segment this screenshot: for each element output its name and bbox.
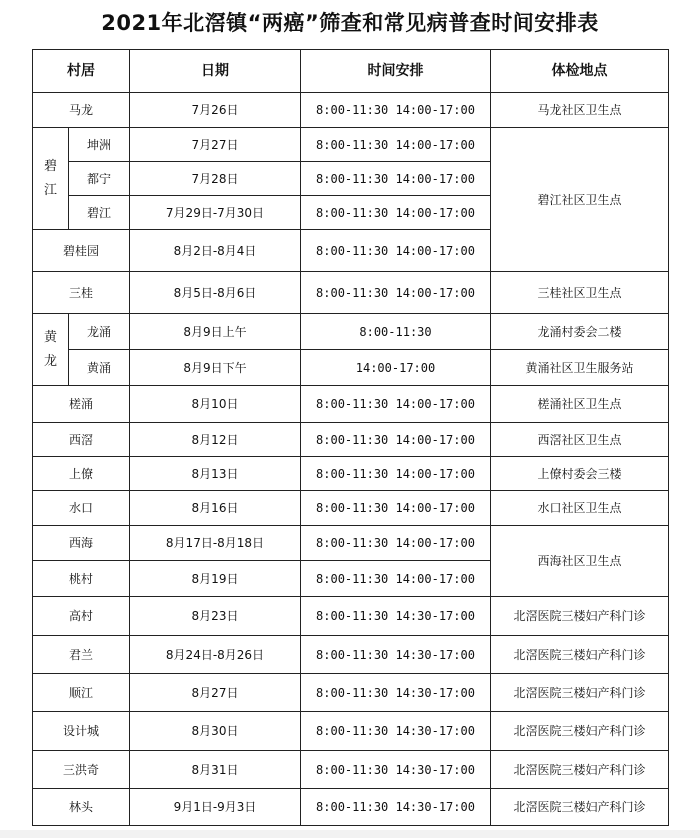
header-location: 体检地点: [491, 50, 669, 93]
date-cell: 8月24日-8月26日: [130, 636, 301, 674]
village-cell: 西海: [33, 526, 130, 561]
table-row: [33, 712, 669, 751]
date-cell: 8月27日: [130, 674, 301, 712]
table-header-row: [33, 50, 669, 93]
time-cell: 8:00-11:30: [301, 314, 491, 350]
group-bijiang-char-2: 江: [43, 182, 57, 198]
date-cell: 8月16日: [130, 491, 301, 526]
group-huanglong-char-2: 龙: [43, 353, 57, 369]
location-cell: 碧江社区卫生点: [491, 128, 669, 272]
table-row: [33, 526, 669, 561]
location-cell: 北滘医院三楼妇产科门诊: [491, 636, 669, 674]
time-cell: 8:00-11:30 14:00-17:00: [301, 491, 491, 526]
group-huanglong: [33, 314, 69, 386]
location-cell: 北滘医院三楼妇产科门诊: [491, 789, 669, 826]
table-row: [33, 674, 669, 712]
table-row: [33, 272, 669, 314]
page-bottom-edge: [0, 830, 700, 838]
date-cell: 7月27日: [130, 128, 301, 162]
header-time: 时间安排: [301, 50, 491, 93]
table-row: [33, 386, 669, 423]
table-row: [33, 314, 669, 350]
village-cell: 三桂: [33, 272, 130, 314]
date-cell: 8月2日-8月4日: [130, 230, 301, 272]
date-cell: 8月10日: [130, 386, 301, 423]
table-row: [33, 93, 669, 128]
village-cell: 坤洲: [69, 128, 130, 162]
table-row: [33, 636, 669, 674]
table-row: [33, 457, 669, 491]
group-bijiang: [33, 128, 69, 230]
time-cell: 14:00-17:00: [301, 350, 491, 386]
location-cell: 北滘医院三楼妇产科门诊: [491, 597, 669, 636]
date-cell: 8月23日: [130, 597, 301, 636]
table-row: [33, 751, 669, 789]
time-cell: 8:00-11:30 14:30-17:00: [301, 789, 491, 826]
table-row: [33, 491, 669, 526]
time-cell: 8:00-11:30 14:00-17:00: [301, 526, 491, 561]
village-cell: 马龙: [33, 93, 130, 128]
village-cell: 上僚: [33, 457, 130, 491]
location-cell: 上僚村委会三楼: [491, 457, 669, 491]
time-cell: 8:00-11:30 14:00-17:00: [301, 423, 491, 457]
location-cell: 槎涌社区卫生点: [491, 386, 669, 423]
date-cell: 7月28日: [130, 162, 301, 196]
table-row: [33, 423, 669, 457]
time-cell: 8:00-11:30 14:00-17:00: [301, 561, 491, 597]
village-cell: 都宁: [69, 162, 130, 196]
time-cell: 8:00-11:30 14:00-17:00: [301, 230, 491, 272]
date-cell: 8月31日: [130, 751, 301, 789]
time-cell: 8:00-11:30 14:00-17:00: [301, 162, 491, 196]
date-cell: 9月1日-9月3日: [130, 789, 301, 826]
village-cell: 碧江: [69, 196, 130, 230]
table-row: [33, 789, 669, 826]
village-cell: 黄涌: [69, 350, 130, 386]
time-cell: 8:00-11:30 14:00-17:00: [301, 196, 491, 230]
village-cell: 高村: [33, 597, 130, 636]
village-cell: 水口: [33, 491, 130, 526]
location-cell: 北滘医院三楼妇产科门诊: [491, 712, 669, 751]
location-cell: 黄涌社区卫生服务站: [491, 350, 669, 386]
date-cell: 8月12日: [130, 423, 301, 457]
date-cell: 7月29日-7月30日: [130, 196, 301, 230]
date-cell: 8月30日: [130, 712, 301, 751]
village-cell: 桃村: [33, 561, 130, 597]
time-cell: 8:00-11:30 14:00-17:00: [301, 128, 491, 162]
date-cell: 8月9日上午: [130, 314, 301, 350]
date-cell: 8月5日-8月6日: [130, 272, 301, 314]
table-row: [33, 128, 669, 162]
time-cell: 8:00-11:30 14:30-17:00: [301, 712, 491, 751]
village-cell: 设计城: [33, 712, 130, 751]
table-row: [33, 350, 669, 386]
time-cell: 8:00-11:30 14:00-17:00: [301, 386, 491, 423]
location-cell: 北滘医院三楼妇产科门诊: [491, 674, 669, 712]
village-cell: 顺江: [33, 674, 130, 712]
time-cell: 8:00-11:30 14:30-17:00: [301, 751, 491, 789]
village-cell: 龙涌: [69, 314, 130, 350]
header-village: 村居: [33, 50, 130, 93]
group-bijiang-char-1: 碧: [43, 158, 57, 174]
date-cell: 7月26日: [130, 93, 301, 128]
date-cell: 8月9日下午: [130, 350, 301, 386]
date-cell: 8月13日: [130, 457, 301, 491]
location-cell: 三桂社区卫生点: [491, 272, 669, 314]
document-title: 2021年北滘镇“两癌”筛查和常见病普查时间安排表: [101, 11, 599, 35]
location-cell: 北滘医院三楼妇产科门诊: [491, 751, 669, 789]
time-cell: 8:00-11:30 14:00-17:00: [301, 457, 491, 491]
table-row: [33, 597, 669, 636]
time-cell: 8:00-11:30 14:00-17:00: [301, 93, 491, 128]
village-cell: 君兰: [33, 636, 130, 674]
village-cell: 槎涌: [33, 386, 130, 423]
village-cell: 西滘: [33, 423, 130, 457]
schedule-table: [32, 49, 669, 826]
village-cell: 碧桂园: [33, 230, 130, 272]
location-cell: 西滘社区卫生点: [491, 423, 669, 457]
time-cell: 8:00-11:30 14:00-17:00: [301, 272, 491, 314]
time-cell: 8:00-11:30 14:30-17:00: [301, 674, 491, 712]
date-cell: 8月17日-8月18日: [130, 526, 301, 561]
village-cell: 三洪奇: [33, 751, 130, 789]
location-cell: 马龙社区卫生点: [491, 93, 669, 128]
header-date: 日期: [130, 50, 301, 93]
time-cell: 8:00-11:30 14:30-17:00: [301, 636, 491, 674]
location-cell: 水口社区卫生点: [491, 491, 669, 526]
date-cell: 8月19日: [130, 561, 301, 597]
village-cell: 林头: [33, 789, 130, 826]
group-huanglong-char-1: 黄: [43, 329, 57, 345]
time-cell: 8:00-11:30 14:30-17:00: [301, 597, 491, 636]
location-cell: 西海社区卫生点: [491, 526, 669, 597]
location-cell: 龙涌村委会二楼: [491, 314, 669, 350]
